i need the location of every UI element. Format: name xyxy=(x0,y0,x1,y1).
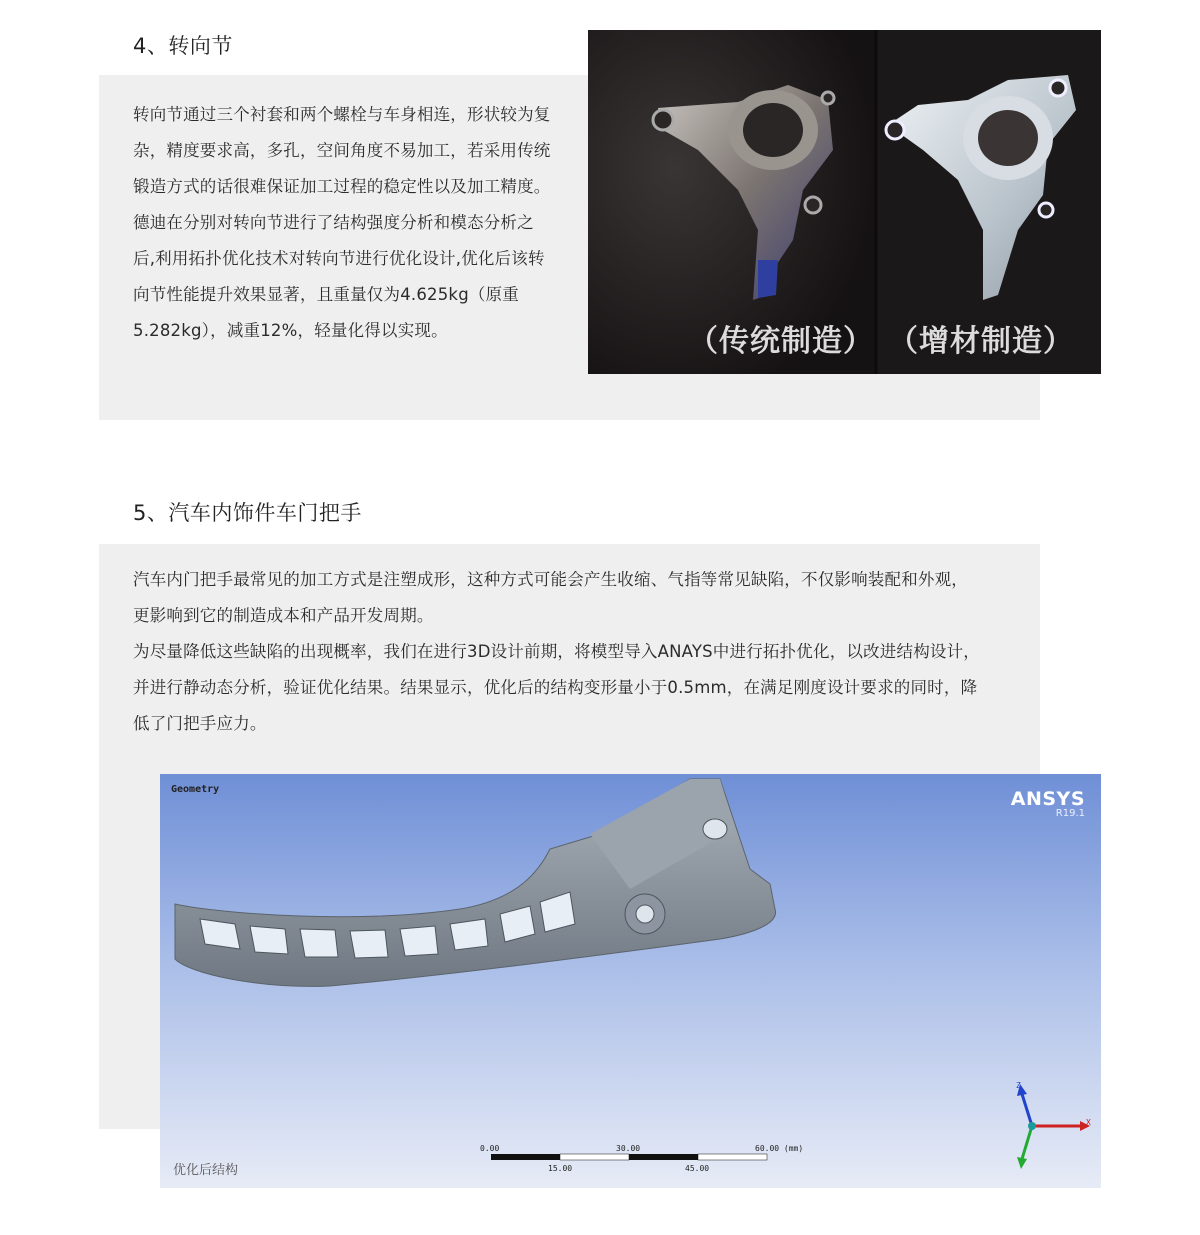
geometry-view-label: Geometry xyxy=(171,784,220,795)
knuckle-description: 转向节通过三个衬套和两个螺栓与车身相连，形状较为复杂，精度要求高，多孔，空间角度不易加工，若采用传统锻造方式的话很难保证加工过程的稳定性以及加工精度。德迪在分别对转向节进行了结构强度分析和模态分析之后,利用拓扑优化技术对转向节进行优化设计,优化后该转向节性能提升效果显著，且重量仅为4.625kg（原重5.282kg），减重12%，轻量化得以实现。 xyxy=(133,105,551,340)
axis-label-z: Z xyxy=(1016,1081,1021,1090)
scale-bar xyxy=(491,1154,767,1160)
door-handle-paragraph-1: 汽车内门把手最常见的加工方式是注塑成形，这种方式可能会产生收缩、气指等常见缺陷，不仅影响装配和外观，更影响到它的制造成本和产品开发周期。 xyxy=(133,570,968,625)
ansys-version: R19.1 xyxy=(1055,808,1085,819)
section-heading-knuckle: 4、转向节 xyxy=(133,34,233,58)
photo-caption-additive: （增材制造） xyxy=(888,324,1074,359)
scale-label-60: 60.00 (mm) xyxy=(755,1144,804,1153)
figure-caption: 优化后结构 xyxy=(173,1163,239,1178)
ansys-geometry-viewport xyxy=(160,774,1101,1188)
ansys-brand: ANSYS xyxy=(1010,788,1085,810)
coordinate-triad xyxy=(1017,1084,1090,1169)
photo-caption-traditional: （传统制造） xyxy=(688,324,874,359)
door-handle-description xyxy=(133,562,983,742)
scale-label-30: 30.00 xyxy=(616,1144,641,1153)
scale-label-15: 15.00 xyxy=(548,1164,573,1173)
knuckle-comparison-photo xyxy=(588,30,1101,374)
section-heading-door-handle: 5、汽车内饰件车门把手 xyxy=(133,501,362,525)
scale-label-0: 0.00 xyxy=(480,1144,500,1153)
scale-label-45: 45.00 xyxy=(685,1164,710,1173)
axis-label-x: X xyxy=(1086,1118,1091,1127)
door-handle-paragraph-2: 为尽量降低这些缺陷的出现概率，我们在进行3D设计前期，将模型导入ANAYS中进行拓扑优化，以改进结构设计，并进行静动态分析，验证优化结果。结果显示，优化后的结构变形量小于0.5mm，在满足刚度设计要求的同时，降低了门把手应力。 xyxy=(133,642,980,733)
door-handle-model xyxy=(160,774,1101,1188)
